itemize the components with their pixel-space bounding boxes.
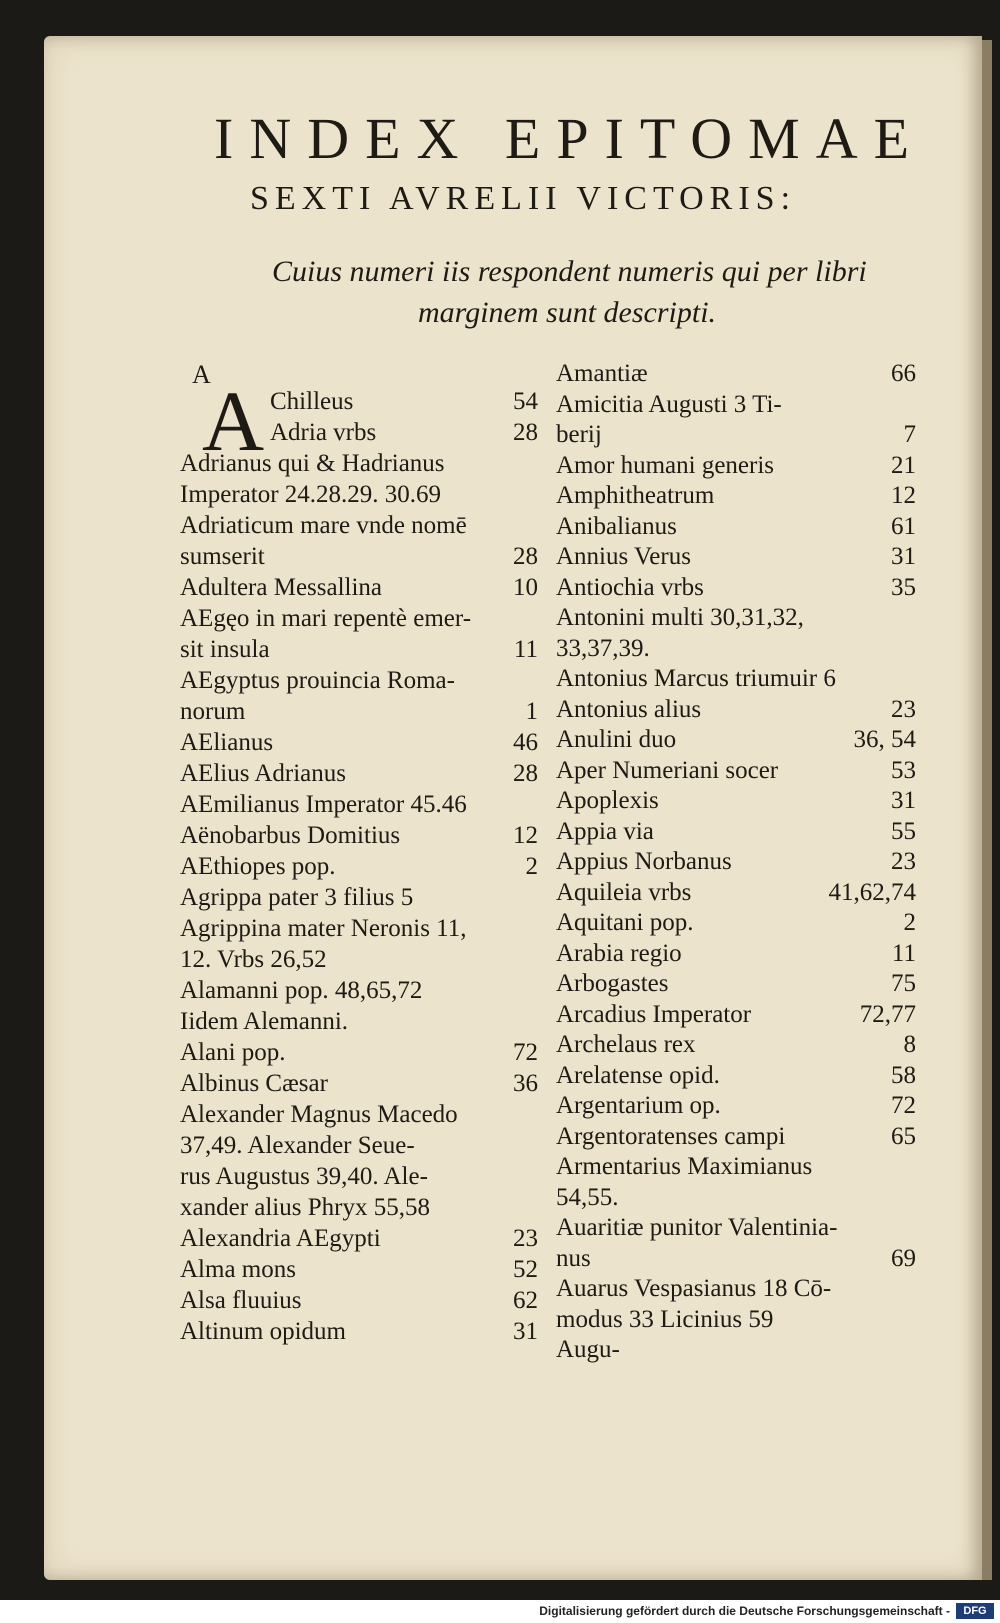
entry-term: Archelaus rex — [556, 1031, 696, 1058]
entry-page-number: 75 — [891, 970, 916, 997]
entry-term: Agrippina mater Neronis 11, — [180, 915, 467, 942]
entry-page-number: 12 — [513, 822, 538, 849]
entry-term: Alexandria AEgypti — [180, 1225, 381, 1252]
entry-term: Amicitia Augusti 3 Ti- — [556, 390, 782, 418]
entry-page-number: 8 — [903, 1031, 916, 1058]
entry-term: Albinus Cæsar — [180, 1070, 328, 1097]
dfg-logo: DFG — [956, 1603, 994, 1619]
entry-term: 54,55. — [556, 1183, 619, 1211]
entry-page-number: 23 — [891, 695, 916, 723]
entry-term: sit insula — [180, 636, 270, 663]
entry-term: 12. Vrbs 26,52 — [180, 946, 327, 973]
entry-term: Alsa fluuius — [180, 1287, 302, 1314]
entry-term: Aquileia vrbs — [556, 878, 692, 906]
entry-term: Aper Numeriani socer — [556, 756, 779, 784]
entry-term: Antiochia vrbs — [556, 573, 704, 601]
digitization-footer — [0, 1600, 1000, 1623]
section-letter: A — [192, 360, 211, 389]
entry-term: AEthiopes pop. — [180, 853, 336, 880]
entry-term: Auarus Vespasianus 18 Cō- — [556, 1275, 832, 1302]
intro-line-1: Cuius numeri iis respondent numeris qui per libri — [272, 255, 867, 288]
index-title: INDEX EPITOMAE — [214, 106, 926, 171]
entry-term: Anulini duo — [556, 726, 677, 753]
entry-term: AElius Adrianus — [180, 760, 346, 787]
entry-term: Appia via — [556, 817, 654, 845]
entry-page-number: 1 — [525, 698, 538, 725]
entry-term: Apoplexis — [556, 787, 659, 814]
entry-page-number: 72 — [513, 1039, 538, 1066]
entry-term: Antonini multi 30,31,32, — [556, 604, 804, 631]
entry-term: AEgęo in mari repentè emer- — [180, 605, 472, 632]
entry-term: Arelatense opid. — [556, 1061, 720, 1089]
entry-page-number: 61 — [891, 512, 916, 540]
entry-page-number: 46 — [513, 729, 538, 756]
entry-page-number: 7 — [903, 421, 916, 448]
entry-page-number: 28 — [513, 419, 538, 446]
entry-term: 33,37,39. — [556, 634, 650, 662]
entry-term: Auaritiæ punitor Valentinia- — [556, 1214, 838, 1241]
left-index-column — [180, 360, 550, 1400]
index-subtitle: SEXTI AVRELII VICTORIS: — [250, 180, 797, 217]
entry-term: Anibalianus — [556, 512, 677, 540]
entry-term: sumserit — [180, 543, 265, 570]
entry-term: AEgyptus prouincia Roma- — [180, 667, 455, 694]
entry-page-number: 41,62,74 — [828, 878, 916, 906]
entry-page-number: 69 — [891, 1244, 916, 1272]
entry-page-number: 53 — [891, 756, 916, 784]
entry-term: Adrianus qui & Hadrianus — [180, 450, 445, 477]
entry-page-number: 65 — [891, 1122, 916, 1150]
entry-term: Appius Norbanus — [556, 848, 732, 875]
entry-term: AEmilianus Imperator 45.46 — [180, 791, 467, 818]
entry-page-number: 54 — [513, 388, 538, 415]
entry-term: modus 33 Licinius 59 — [556, 1305, 774, 1333]
drop-capital: A — [202, 373, 265, 469]
entry-page-number: 66 — [891, 360, 916, 387]
entry-page-number: 31 — [513, 1318, 538, 1345]
entry-term: Antonius alius — [556, 695, 702, 723]
entry-term: Aënobarbus Domitius — [180, 822, 401, 849]
entry-term: Argentarium op. — [556, 1092, 721, 1119]
entry-term: Alexander Magnus Macedo — [180, 1101, 458, 1128]
entry-page-number: 31 — [891, 543, 916, 570]
entry-term: xander alius Phryx 55,58 — [180, 1194, 430, 1221]
entry-page-number: 10 — [513, 574, 538, 601]
entry-term: Amantiæ — [556, 360, 648, 387]
entry-term: nus — [556, 1244, 591, 1272]
entry-term: Imperator 24.28.29. 30.69 — [180, 481, 442, 508]
entry-page-number: 62 — [513, 1287, 538, 1314]
entry-page-number: 21 — [891, 451, 916, 479]
entry-term: Adria vrbs — [270, 419, 377, 446]
entry-page-number: 31 — [891, 787, 916, 814]
entry-page-number: 72 — [891, 1092, 916, 1119]
entry-page-number: 2 — [903, 909, 916, 936]
entry-term: AElianus — [180, 729, 274, 756]
entry-page-number: 52 — [513, 1256, 538, 1283]
page-edge — [982, 40, 992, 1580]
entry-term: Amphitheatrum — [556, 482, 715, 509]
right-index-column — [556, 360, 926, 1400]
entry-term: Agrippa pater 3 filius 5 — [180, 884, 414, 911]
entry-term: Armentarius Maximianus — [556, 1153, 813, 1180]
entry-page-number: 72,77 — [859, 1000, 916, 1028]
entry-term: Arbogastes — [556, 970, 669, 997]
entry-page-number: 2 — [525, 853, 538, 880]
entry-term: Chilleus — [270, 388, 354, 415]
entry-term: Adriaticum mare vnde nomē — [180, 512, 467, 539]
entry-term: Adultera Messallina — [180, 574, 383, 601]
entry-term: rus Augustus 39,40. Ale- — [180, 1163, 428, 1190]
entry-term: Annius Verus — [556, 543, 691, 570]
entry-term: Arabia regio — [556, 939, 682, 967]
entry-term: Argentoratenses campi — [556, 1122, 786, 1150]
entry-page-number: 12 — [891, 482, 916, 509]
entry-term: Altinum opidum — [180, 1318, 346, 1345]
footer-text: Digitalisierung gefördert durch die Deutsche Forschungsgemeinschaft - — [539, 1604, 950, 1618]
entry-page-number: 55 — [891, 817, 916, 845]
entry-page-number: 23 — [891, 848, 916, 875]
entry-term: 37,49. Alexander Seue- — [180, 1132, 415, 1159]
entry-term: Antonius Marcus triumuir 6 — [556, 665, 836, 692]
entry-page-number: 11 — [513, 636, 538, 663]
entry-term: Alani pop. — [180, 1039, 286, 1066]
entry-term: Alma mons — [180, 1256, 296, 1283]
entry-term: Iidem Alemanni. — [180, 1008, 349, 1035]
entry-term: Arcadius Imperator — [556, 1000, 752, 1028]
entry-term: berij — [556, 421, 602, 448]
entry-page-number: 36, 54 — [853, 726, 916, 753]
entry-page-number: 11 — [891, 939, 916, 967]
entry-page-number: 35 — [891, 573, 916, 601]
entry-term: Amor humani generis — [556, 451, 775, 479]
entry-term: Augu- — [556, 1336, 620, 1363]
entry-term: Alamanni pop. 48,65,72 — [180, 977, 423, 1004]
entry-page-number: 23 — [513, 1225, 538, 1252]
intro-line-2: marginem sunt descripti. — [418, 296, 717, 329]
entry-term: norum — [180, 698, 246, 725]
entry-page-number: 58 — [891, 1061, 916, 1089]
entry-page-number: 28 — [513, 543, 538, 570]
entry-page-number: 28 — [513, 760, 538, 787]
entry-page-number: 36 — [513, 1070, 538, 1097]
entry-term: Aquitani pop. — [556, 909, 694, 936]
